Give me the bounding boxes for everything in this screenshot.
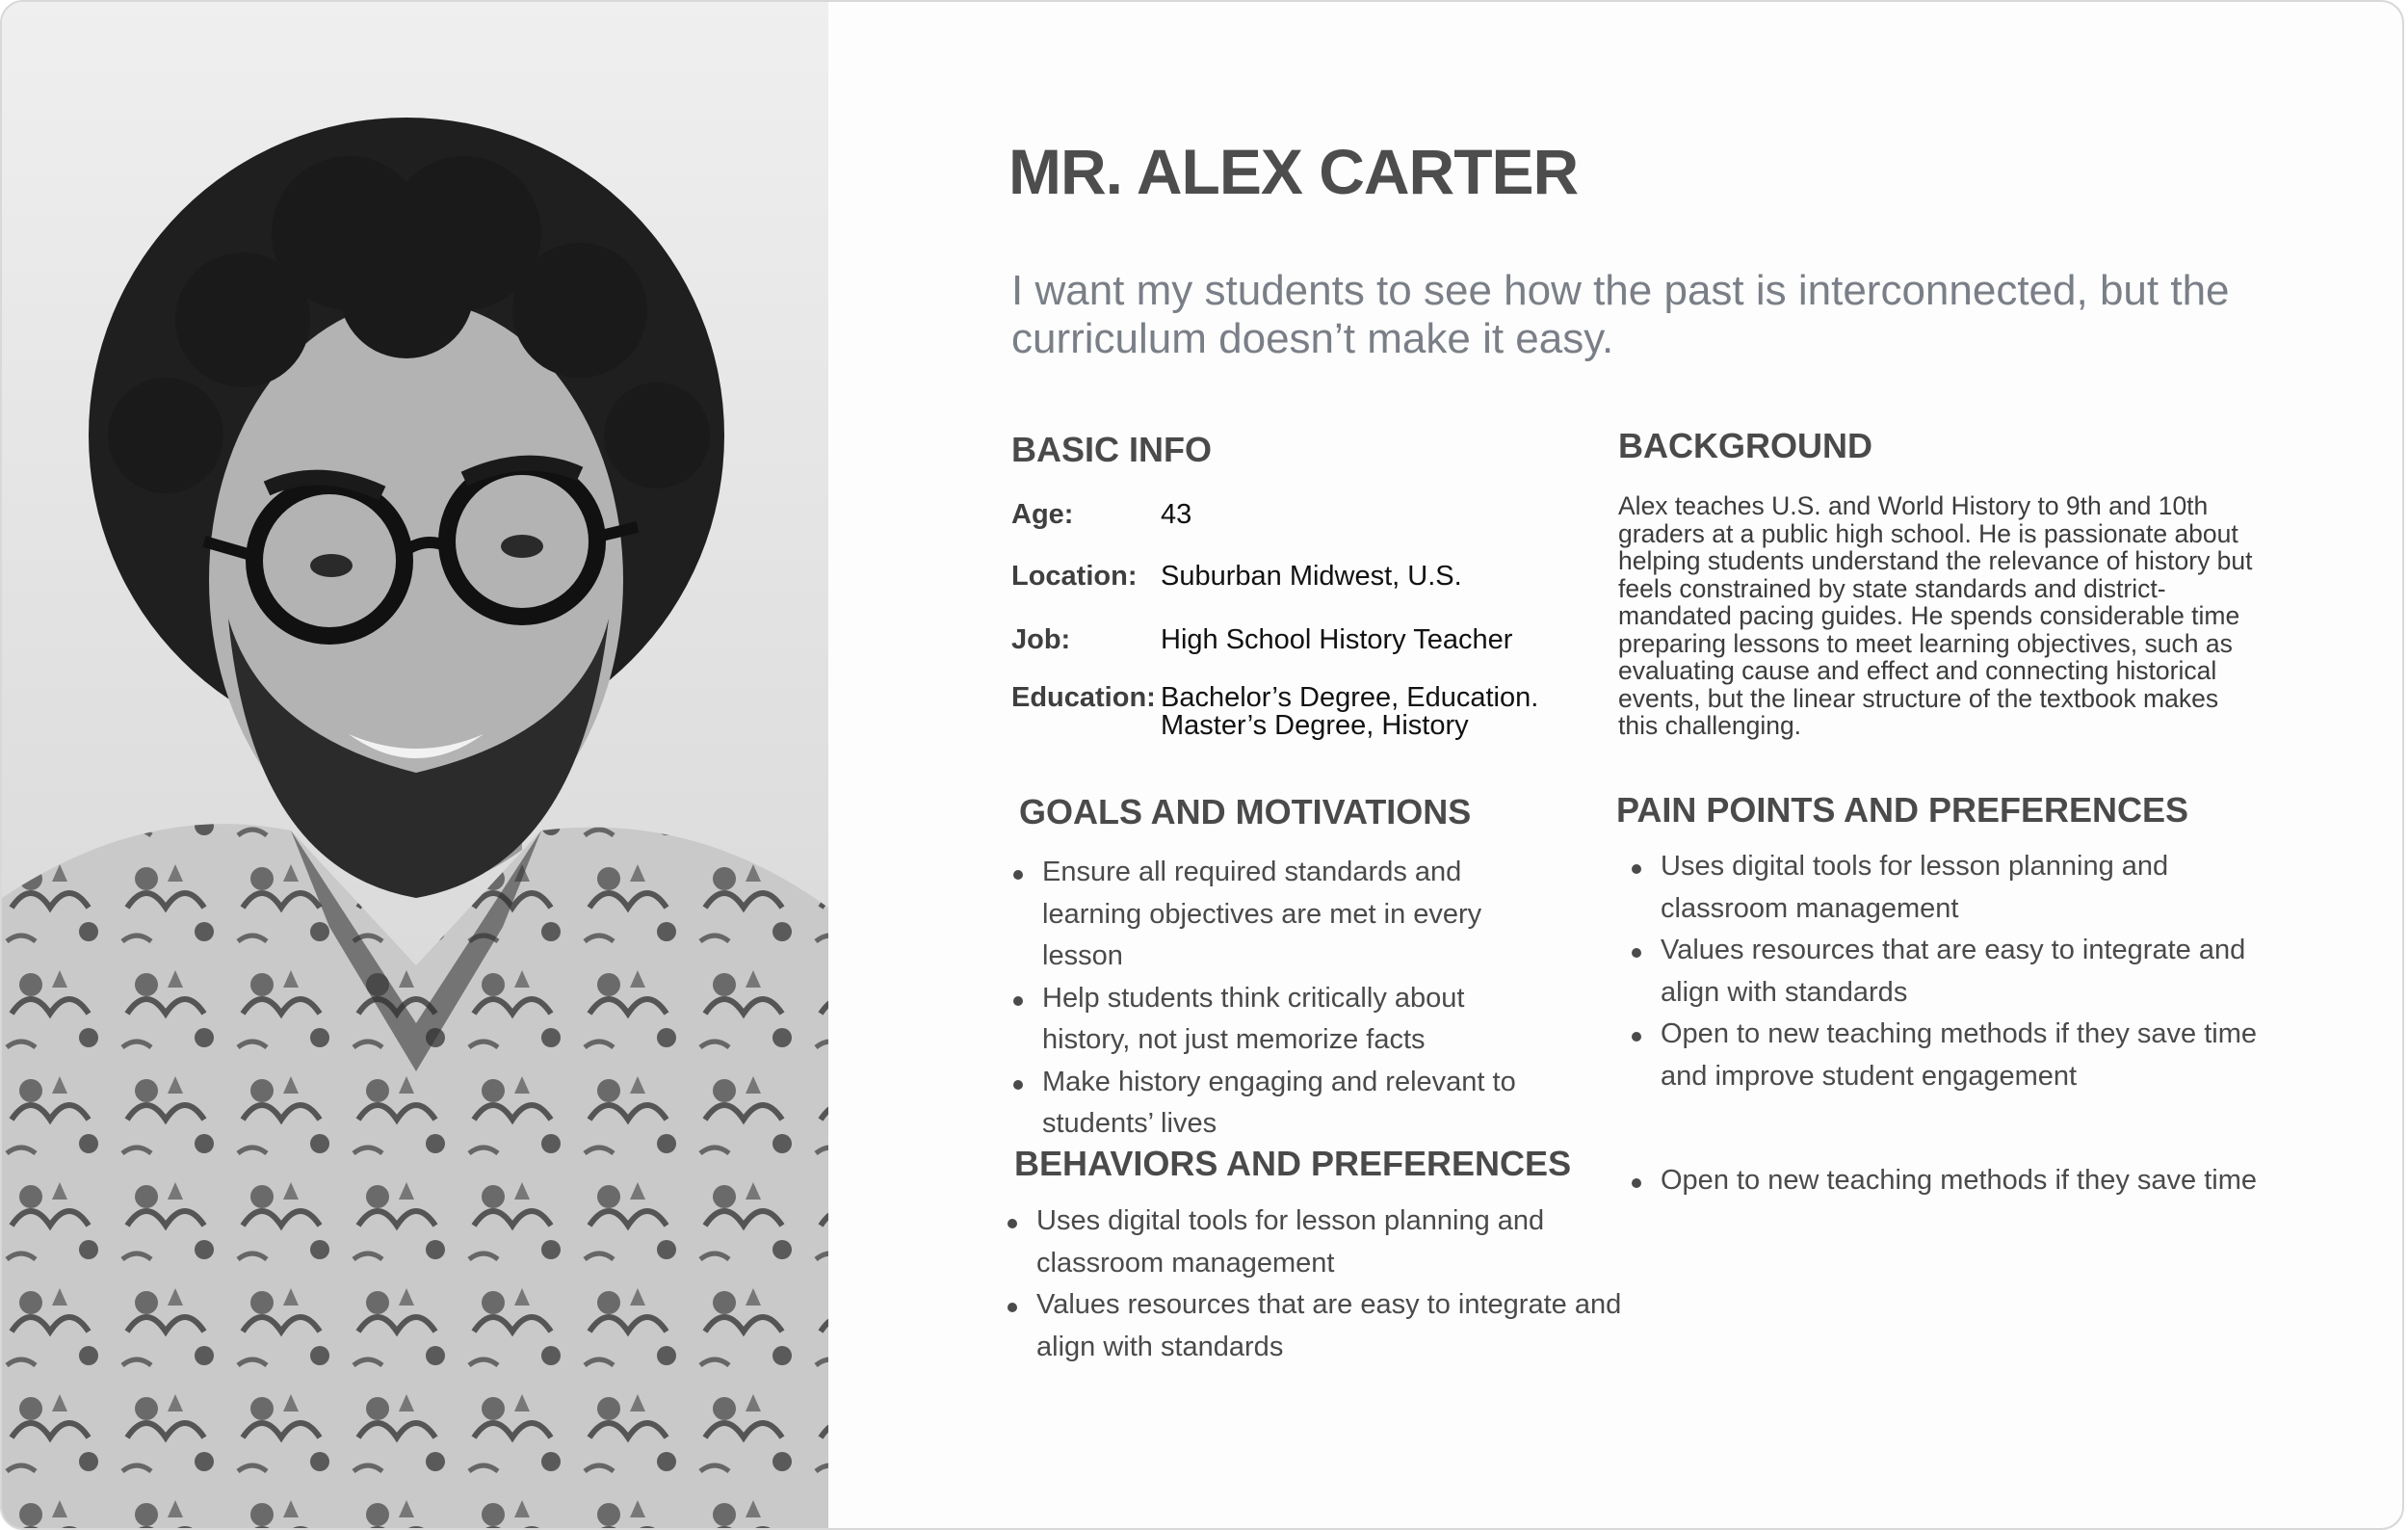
basic-info-heading: BASIC INFO: [1011, 430, 1213, 469]
list-item: Values resources that are easy to integrate and align with standards: [1006, 1284, 1622, 1368]
info-label: Education:: [1011, 682, 1156, 713]
list-item: Uses digital tools for lesson planning and classroom management: [1630, 846, 2265, 930]
info-label: Location:: [1011, 561, 1138, 592]
pain-points-list: [1630, 846, 2265, 1097]
list-item: Uses digital tools for lesson planning and classroom management: [1006, 1200, 1622, 1284]
goals-heading: GOALS AND MOTIVATIONS: [1019, 792, 1472, 831]
portrait-illustration: [2, 2, 828, 1528]
info-value: Bachelor’s Degree, Education. Master’s Degree, History: [1161, 682, 1539, 741]
extra-list: [1630, 1160, 2285, 1202]
list-item: Open to new teaching methods if they save time and improve student engagement: [1630, 1014, 2265, 1097]
persona-photo: [2, 2, 828, 1528]
pain-points-heading: PAIN POINTS AND PREFERENCES: [1616, 790, 2189, 830]
background-heading: BACKGROUND: [1618, 426, 1872, 465]
persona-content: [828, 2, 2402, 1528]
background-text: Alex teaches U.S. and World History to 9th and 10th graders at a public high school. He is passionate about helping students understand the relevance of history but feels constrained by state standards and district-mandated pacing guides. He spends considerable time preparing lessons to meet learning objectives, such as evaluating cause and effect and connecting historical events, but the linear structure of the textbook makes this challenging.: [1618, 491, 2253, 740]
list-item: Open to new teaching methods if they save time: [1630, 1160, 2285, 1202]
list-item: Ensure all required standards and learning objectives are met in every lesson: [1011, 852, 1551, 978]
persona-quote: I want my students to see how the past is interconnected, but the curriculum doesn’t make it easy.: [1011, 267, 2230, 362]
info-label: Age:: [1011, 499, 1074, 530]
behaviors-list: [1006, 1200, 1622, 1368]
info-value: Suburban Midwest, U.S.: [1161, 561, 1462, 592]
info-label: Job:: [1011, 624, 1071, 655]
goals-list: [1011, 852, 1551, 1146]
info-value: 43: [1161, 499, 1192, 530]
list-item: Make history engaging and relevant to students’ lives: [1011, 1062, 1551, 1146]
list-item: Values resources that are easy to integrate and align with standards: [1630, 930, 2265, 1014]
list-item: Help students think critically about history, not just memorize facts: [1011, 978, 1551, 1062]
behaviors-heading: BEHAVIORS AND PREFERENCES: [1014, 1144, 1572, 1183]
info-value: High School History Teacher: [1161, 624, 1513, 655]
persona-name: MR. ALEX CARTER: [1008, 136, 1579, 207]
